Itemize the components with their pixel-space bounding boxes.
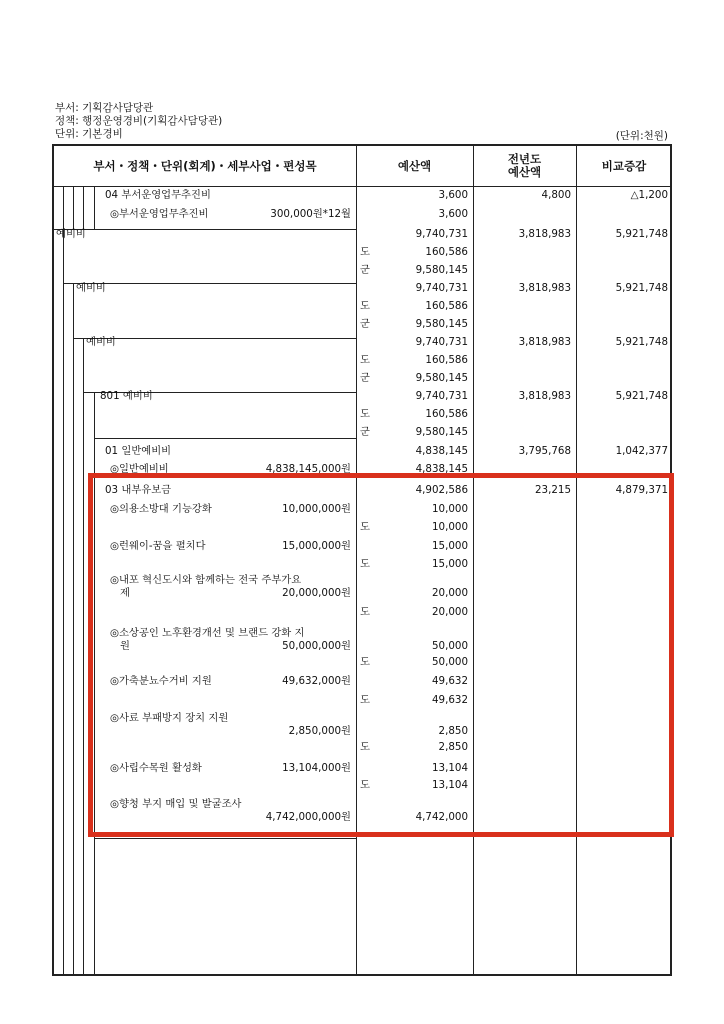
unit-line: 단위: 기본경비 — [55, 128, 123, 140]
do-tag: 도 — [360, 606, 370, 618]
do-tag: 도 — [360, 300, 370, 312]
row-label: ◎내포 혁신도시와 함께하는 전국 주부가요 — [110, 574, 302, 586]
row-divider — [94, 838, 356, 839]
row-diff: 4,879,371 — [615, 484, 668, 496]
row-label: ◎의용소방대 기능강화 — [110, 503, 212, 515]
row-prev-budget: 3,818,983 — [518, 390, 571, 402]
col-divider — [576, 146, 577, 974]
row-label: 예비비 — [56, 228, 86, 240]
row-label: 801 예비비 — [100, 390, 153, 402]
row-divider — [54, 229, 356, 230]
row-label: 01 일반예비비 — [105, 445, 172, 457]
row-calc: 13,104,000원 — [282, 762, 351, 774]
row-prev-budget: 3,818,983 — [518, 336, 571, 348]
row-prev-budget: 23,215 — [534, 484, 571, 496]
row-budget: 3,600 — [438, 189, 468, 201]
do-tag: 도 — [360, 558, 370, 570]
row-budget: 9,740,731 — [415, 336, 468, 348]
row-label: ◎가축분뇨수거비 지원 — [110, 675, 212, 687]
row-calc: 10,000,000원 — [282, 503, 351, 515]
gun-tag: 군 — [360, 318, 370, 330]
row-budget: 4,838,145 — [415, 463, 468, 475]
indent-line — [83, 186, 84, 229]
indent-line — [83, 338, 84, 974]
row-label: ◎일반예비비 — [110, 463, 169, 475]
do-tag: 도 — [360, 246, 370, 258]
row-diff: △1,200 — [630, 189, 668, 201]
col-header-item: 부서・정책・단위(회계)・세부사업・편성목 — [93, 158, 317, 173]
row-do-amount: 160,586 — [425, 300, 468, 312]
row-diff: 5,921,748 — [615, 228, 668, 240]
col-header-prev-line1: 전년도 — [507, 152, 542, 166]
col-header-diff: 비교증감 — [601, 158, 647, 173]
col-header-prev — [473, 146, 576, 186]
row-budget: 10,000 — [431, 503, 468, 515]
row-calc: 15,000,000원 — [282, 540, 351, 552]
row-label: ◎사료 부패방지 장치 지원 — [110, 712, 229, 724]
row-do-amount: 160,586 — [425, 354, 468, 366]
row-label: 03 내부유보금 — [105, 484, 172, 496]
row-diff: 5,921,748 — [615, 336, 668, 348]
row-divider — [94, 438, 356, 439]
row-label: ◎부서운영업무추진비 — [110, 208, 209, 220]
do-tag: 도 — [360, 741, 370, 753]
row-calc: 4,742,000,000원 — [265, 811, 351, 823]
row-gun-amount: 9,580,145 — [415, 264, 468, 276]
row-label: ◎향청 부지 매입 및 발굴조사 — [110, 798, 242, 810]
row-prev-budget: 4,800 — [541, 189, 571, 201]
row-diff: 5,921,748 — [615, 390, 668, 402]
row-label-cont: 원 — [120, 640, 130, 652]
col-header-budget: 예산액 — [397, 158, 432, 173]
currency-unit: (단위:천원) — [615, 130, 668, 142]
row-calc: 2,850,000원 — [288, 725, 351, 737]
row-budget: 4,742,000 — [415, 811, 468, 823]
row-do-amount: 160,586 — [425, 246, 468, 258]
indent-line — [63, 186, 64, 974]
gun-tag: 군 — [360, 426, 370, 438]
row-calc: 4,838,145,000원 — [265, 463, 351, 475]
row-diff: 5,921,748 — [615, 282, 668, 294]
do-tag: 도 — [360, 354, 370, 366]
col-header-prev-line2: 예산액 — [507, 165, 542, 179]
indent-line — [94, 392, 95, 974]
row-do-amount: 20,000 — [431, 606, 468, 618]
row-do-amount: 13,104 — [431, 779, 468, 791]
row-label: ◎소상공인 노후환경개선 및 브랜드 강화 지 — [110, 627, 305, 639]
header-divider — [54, 186, 670, 187]
row-do-amount: 15,000 — [431, 558, 468, 570]
do-tag: 도 — [360, 656, 370, 668]
row-budget: 9,740,731 — [415, 390, 468, 402]
row-label: ◎런웨이-꿈을 펼치다 — [110, 540, 206, 552]
row-budget: 2,850 — [438, 725, 468, 737]
col-divider — [473, 146, 474, 974]
row-budget: 3,600 — [438, 208, 468, 220]
gun-tag: 군 — [360, 372, 370, 384]
row-label-cont: 제 — [120, 587, 130, 599]
row-budget: 15,000 — [431, 540, 468, 552]
row-do-amount: 50,000 — [431, 656, 468, 668]
row-gun-amount: 9,580,145 — [415, 426, 468, 438]
row-prev-budget: 3,818,983 — [518, 228, 571, 240]
row-budget: 4,902,586 — [415, 484, 468, 496]
row-calc: 50,000,000원 — [282, 640, 351, 652]
row-do-amount: 10,000 — [431, 521, 468, 533]
indent-line — [73, 186, 74, 229]
row-gun-amount: 9,580,145 — [415, 372, 468, 384]
row-do-amount: 160,586 — [425, 408, 468, 420]
policy-line: 정책: 행정운영경비(기획감사담당관) — [55, 115, 223, 127]
row-budget: 20,000 — [431, 587, 468, 599]
row-calc: 49,632,000원 — [282, 675, 351, 687]
gun-tag: 군 — [360, 264, 370, 276]
row-gun-amount: 9,580,145 — [415, 318, 468, 330]
row-do-amount: 2,850 — [438, 741, 468, 753]
row-diff: 1,042,377 — [615, 445, 668, 457]
row-budget: 13,104 — [431, 762, 468, 774]
row-budget: 4,838,145 — [415, 445, 468, 457]
row-calc: 20,000,000원 — [282, 587, 351, 599]
do-tag: 도 — [360, 779, 370, 791]
row-do-amount: 49,632 — [431, 694, 468, 706]
dept-line: 부서: 기획감사담당관 — [55, 102, 154, 114]
indent-line — [94, 186, 95, 229]
row-budget: 50,000 — [431, 640, 468, 652]
row-prev-budget: 3,795,768 — [518, 445, 571, 457]
do-tag: 도 — [360, 521, 370, 533]
row-label: 예비비 — [86, 336, 116, 348]
row-prev-budget: 3,818,983 — [518, 282, 571, 294]
do-tag: 도 — [360, 408, 370, 420]
row-label: ◎사립수목원 활성화 — [110, 762, 202, 774]
row-budget: 9,740,731 — [415, 228, 468, 240]
indent-line — [73, 283, 74, 974]
row-calc: 300,000원*12월 — [270, 208, 351, 220]
col-divider — [356, 146, 357, 974]
row-label: 예비비 — [76, 282, 106, 294]
do-tag: 도 — [360, 694, 370, 706]
row-divider — [63, 283, 356, 284]
row-budget: 49,632 — [431, 675, 468, 687]
row-label: 04 부서운영업무추진비 — [105, 189, 211, 201]
row-budget: 9,740,731 — [415, 282, 468, 294]
